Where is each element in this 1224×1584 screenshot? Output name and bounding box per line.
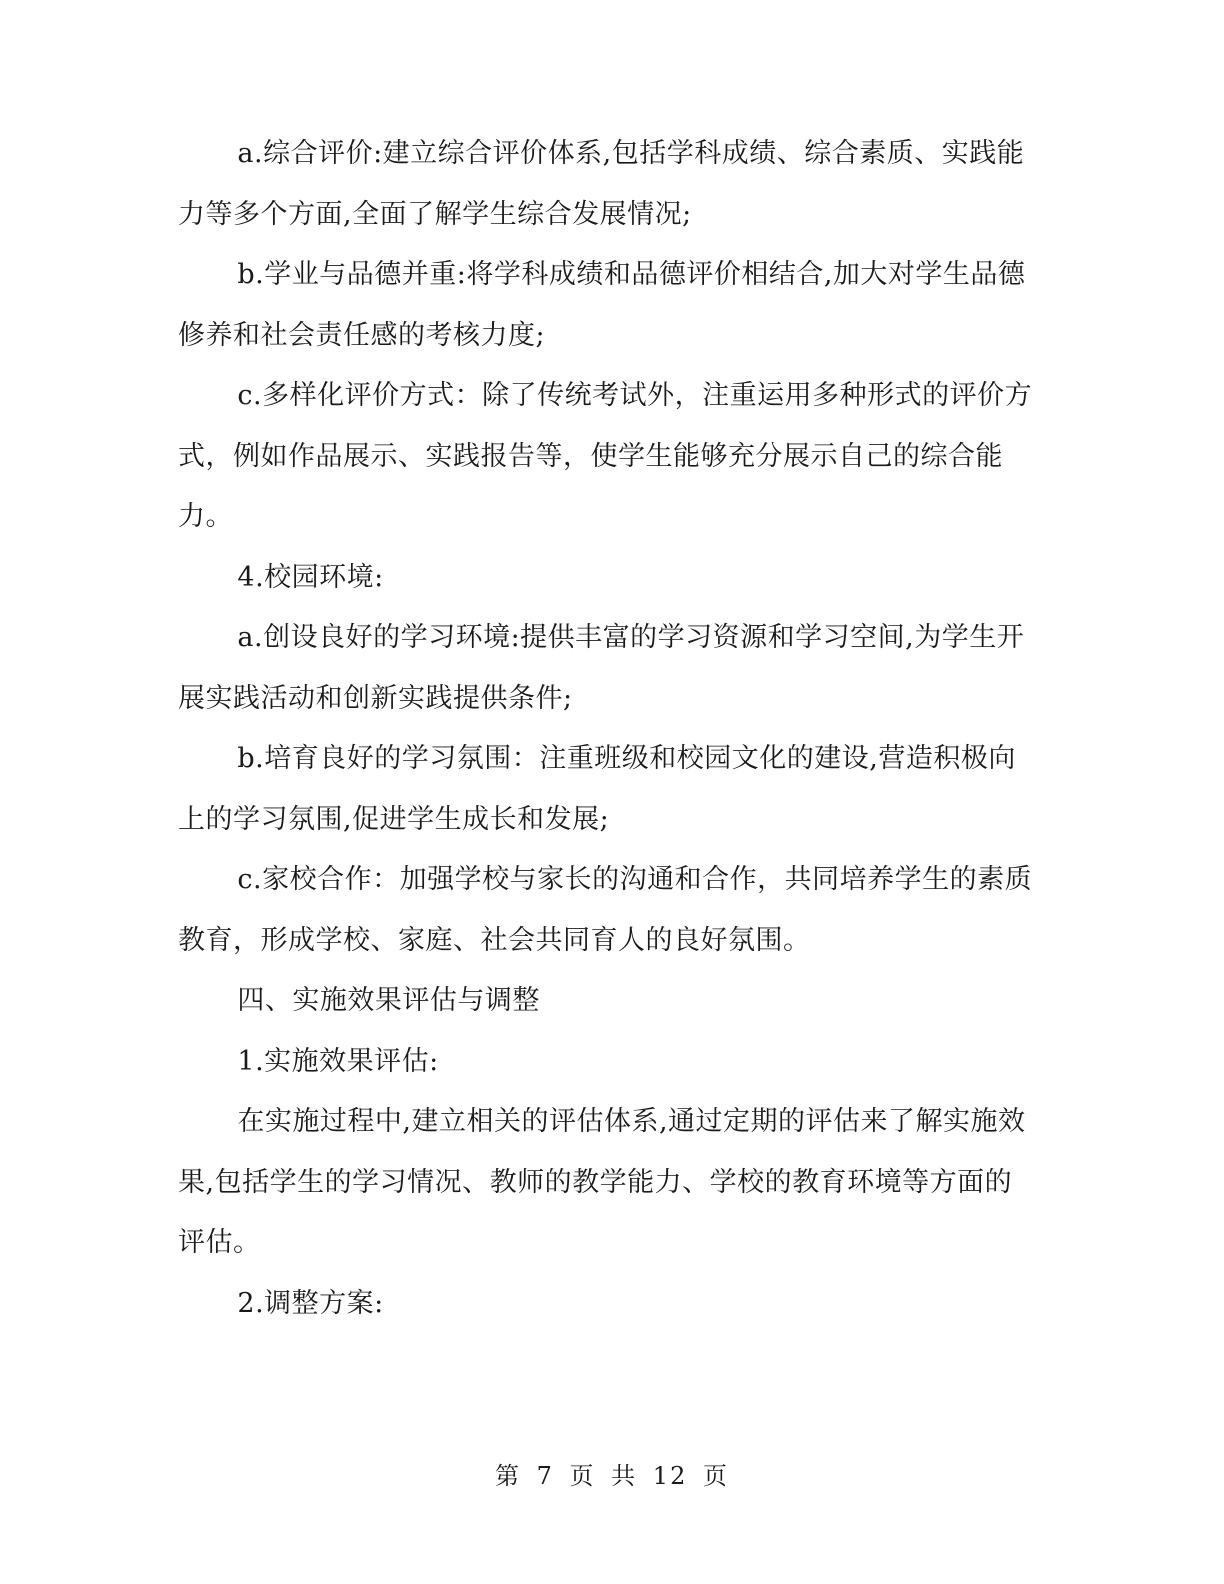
paragraph-diverse-evaluation: c.多样化评价方式：除了传统考试外，注重运用多种形式的评价方式，例如作品展示、实践报告等，使学生能够充分展示自己的综合能力。 [178, 380, 1033, 532]
paragraph-learning-atmosphere: b.培育良好的学习氛围：注重班级和校园文化的建设,营造积极向上的学习氛围,促进学生成长和发展; [178, 743, 1016, 835]
paragraph-evaluation-system: 在实施过程中,建立相关的评估体系,通过定期的评估来了解实施效果,包括学生的学习情况、教师的教学能力、学校的教育环境等方面的评估。 [178, 1106, 1026, 1258]
heading-adjustment-plan: 2.调整方案: [237, 1287, 384, 1319]
paragraph-academics-and-morality: b.学业与品德并重:将学科成绩和品德评价相结合,加大对学生品德修养和社会责任感的考核力度; [178, 259, 1026, 351]
paragraph-home-school-cooperation: c.家校合作：加强学校与家长的沟通和合作，共同培养学生的素质教育，形成学校、家庭、社会共同育人的良好氛围。 [178, 864, 1033, 956]
heading-campus-environment: 4.校园环境: [237, 561, 384, 593]
heading-effect-evaluation: 1.实施效果评估: [237, 1045, 439, 1077]
body-text [178, 124, 1034, 1334]
page-number-footer: 第 7 页 共 12 页 [495, 1462, 729, 1490]
paragraph-comprehensive-evaluation: a.综合评价:建立综合评价体系,包括学科成绩、综合素质、实践能力等多个方面,全面了解学生综合发展情况; [178, 138, 1025, 230]
paragraph-learning-environment: a.创设良好的学习环境:提供丰富的学习资源和学习空间,为学生开展实践活动和创新实践提供条件; [178, 622, 1025, 714]
section-heading-evaluation-adjustment: 四、实施效果评估与调整 [237, 985, 540, 1016]
